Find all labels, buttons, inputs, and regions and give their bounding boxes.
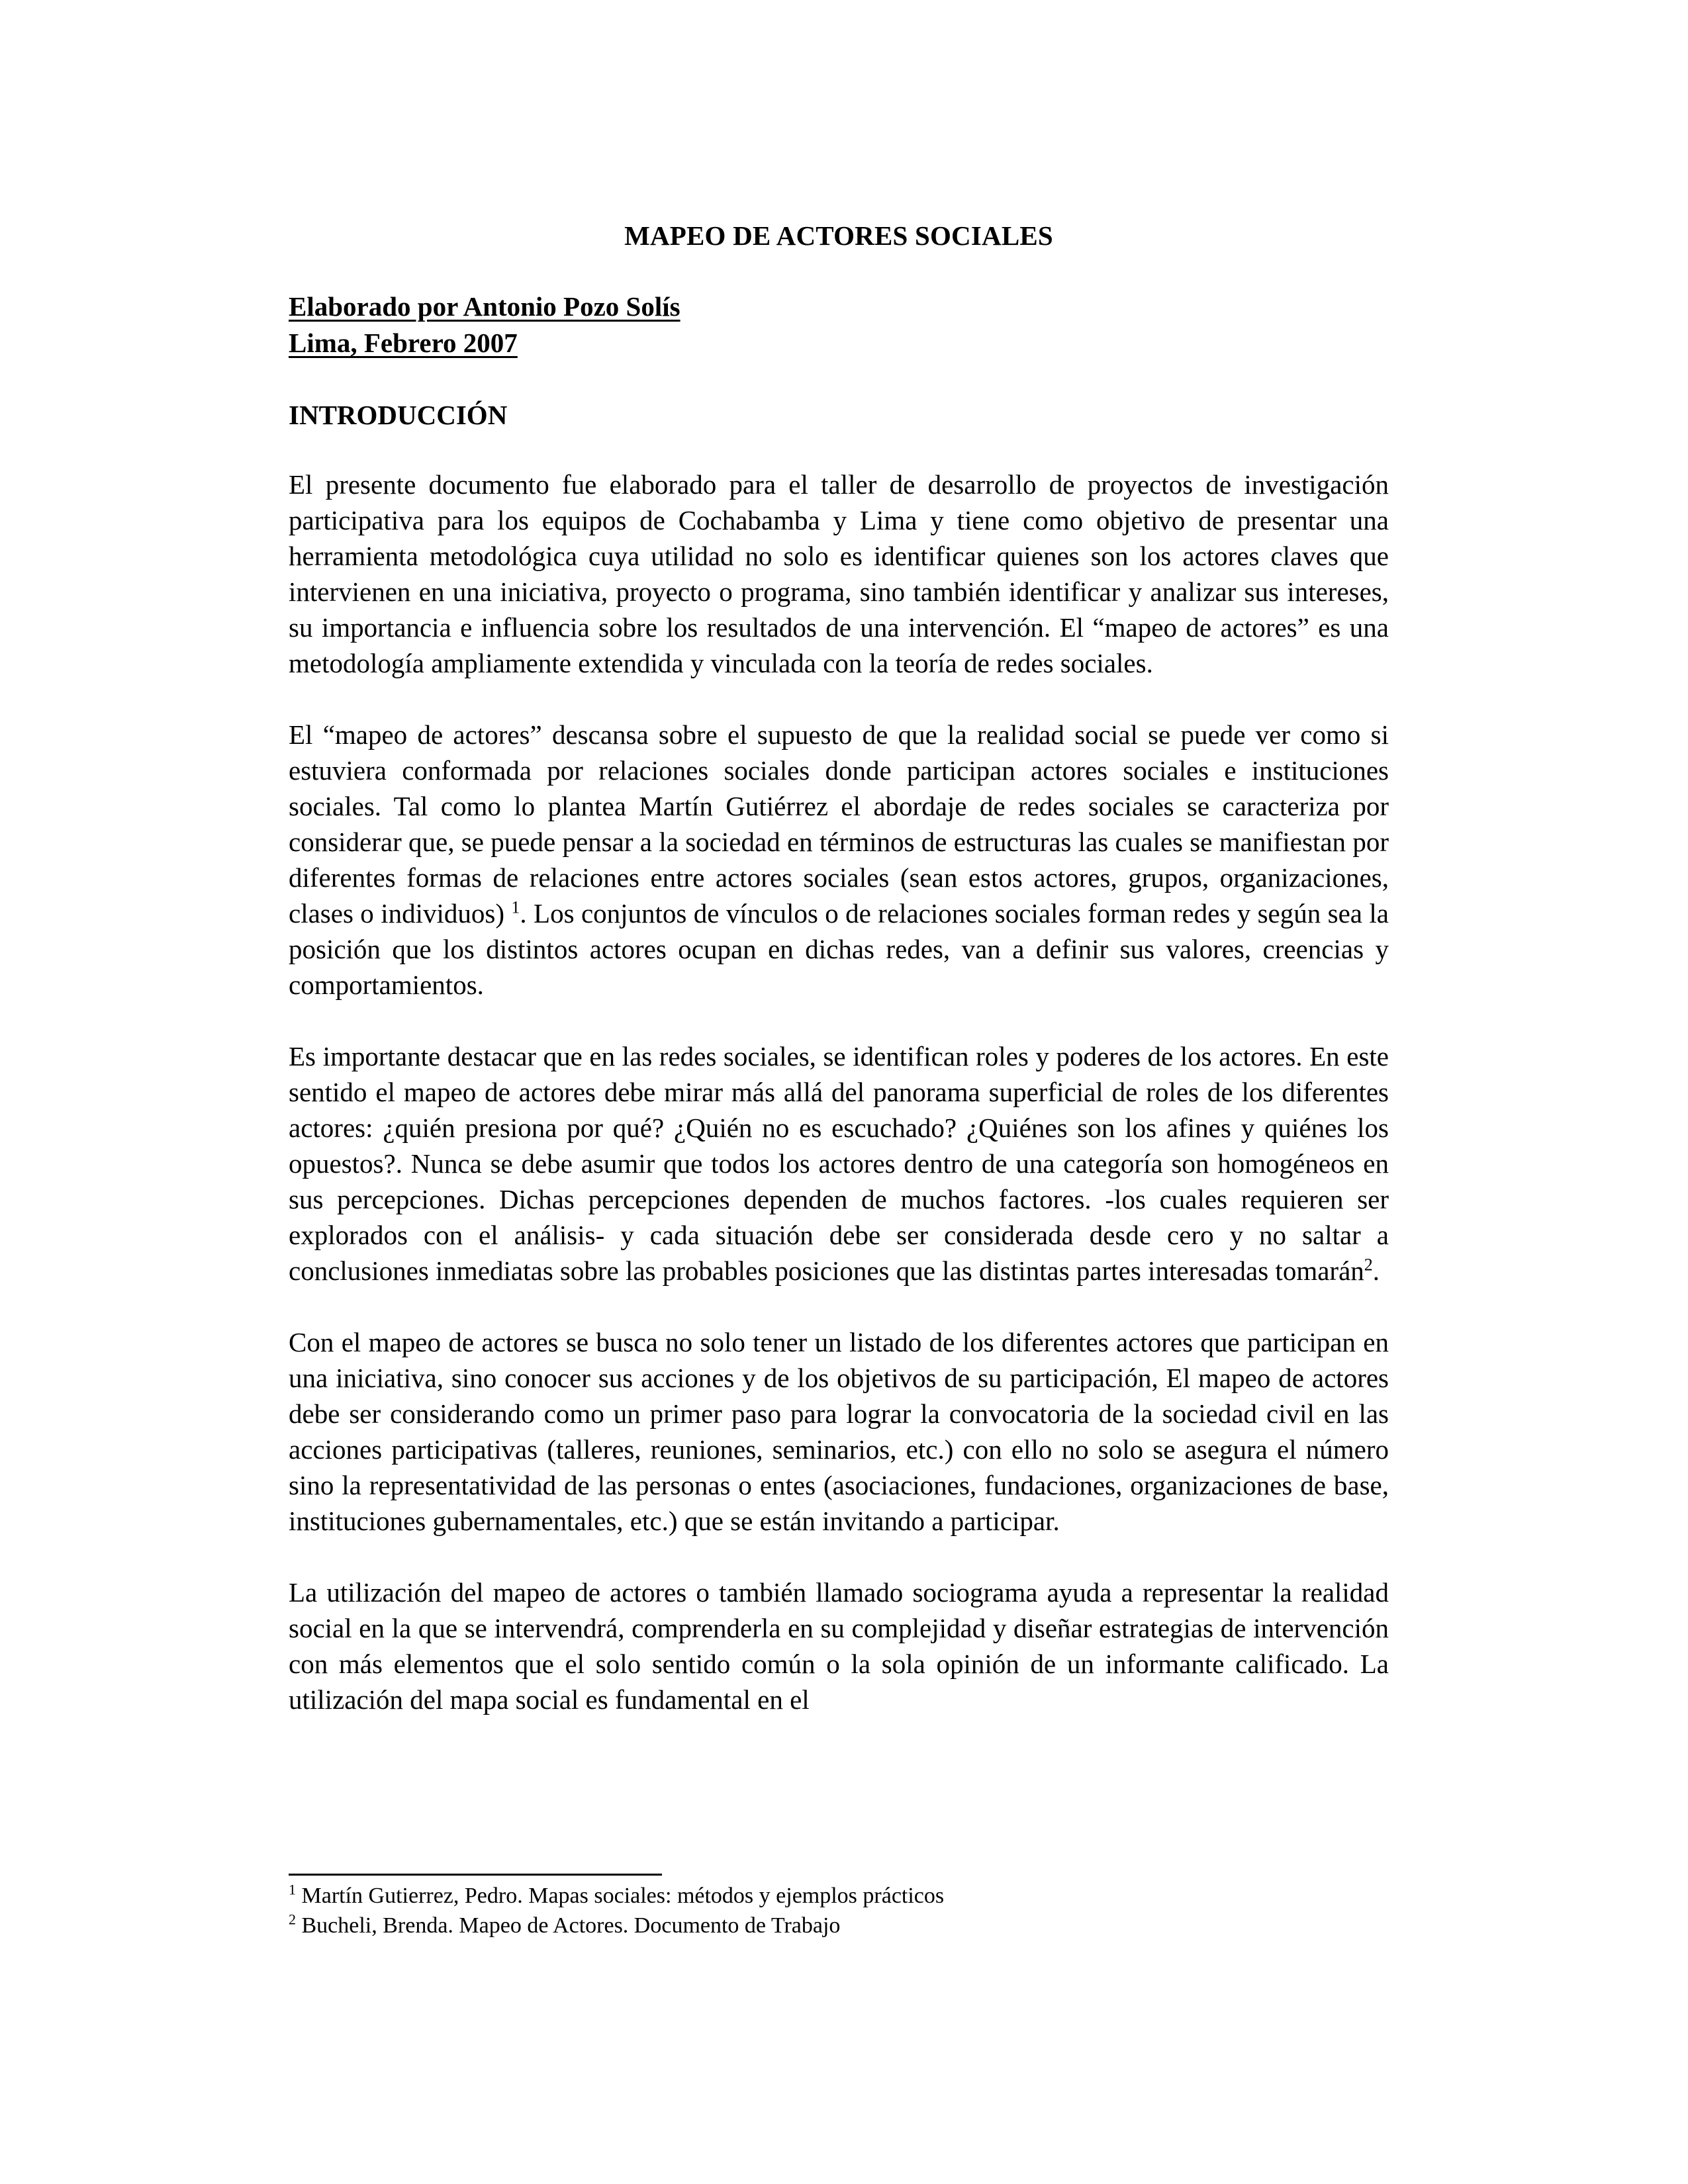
page-body (289, 218, 1389, 1753)
paragraph-text-part: . (1372, 1255, 1380, 1286)
paragraph-text: El presente documento fue elaborado para el taller de desarrollo de proyectos de investigación participativa para los equipos de Cochabamba y Lima y tiene como objetivo de presentar una herramienta metodológica cuya utilidad no solo es identificar quienes son los actores claves que intervienen en una iniciativa, proyecto o programa, sino también identificar y analizar sus intereses, su importancia e influencia sobre los resultados de una intervención. El “mapeo de actores” es una metodología ampliamente extendida y vinculada con la teoría de redes sociales. (289, 469, 1389, 678)
paragraph-text-part: El “mapeo de actores” descansa sobre el supuesto de que la realidad social se puede ver como si estuviera conformada por relaciones sociales donde participan actores sociales e instituciones sociales. Tal como lo plantea Martín Gutiérrez el abordaje de redes sociales se caracteriza por considerar que, se puede pensar a la sociedad en términos de estructuras las cuales se manifiestan por diferentes formas de relaciones entre actores sociales (sean estos actores, grupos, organizaciones, clases o individuos) (289, 719, 1389, 929)
footnotes (289, 1881, 1389, 1940)
paragraph-text: Con el mapeo de actores se busca no solo tener un listado de los diferentes actores que participan en una iniciativa, sino conocer sus acciones y de los objetivos de su participación, El mapeo de actores debe ser considerando como un primer paso para lograr la convocatoria de la sociedad civil en las acciones participativas (talleres, reuniones, seminarios, etc.) con ello no solo se asegura el número sino la representatividad de las personas o entes (asociaciones, fundaciones, organizaciones de base, instituciones gubernamentales, etc.) que se están invitando a participar. (289, 1327, 1389, 1536)
footnote-1 (289, 1881, 1389, 1911)
footnote-mark: 1 (289, 1881, 296, 1898)
paragraph-text (289, 717, 1389, 1003)
paragraph-5 (289, 1574, 1389, 1717)
paragraph-2 (289, 717, 1389, 1003)
footnote-2 (289, 1911, 1389, 1940)
place-date-text: Lima, Febrero 2007 (289, 328, 518, 358)
place-date-line (289, 325, 1389, 361)
footnote-text: Bucheli, Brenda. Mapeo de Actores. Documento de Trabajo (296, 1913, 841, 1938)
footnote-reference: 1 (511, 897, 520, 917)
section-heading: INTRODUCCIÓN (289, 400, 508, 430)
author-line (289, 289, 1389, 325)
footnote-reference: 2 (1364, 1255, 1373, 1275)
paragraph-text-part: . Los conjuntos de vínculos o de relaciones sociales forman redes y según sea la posición que los distintos actores ocupan en dichas redes, van a definir sus valores, creencias y comportamientos. (289, 898, 1389, 1000)
footnote-mark: 2 (289, 1911, 296, 1928)
paragraph-text-part: Es importante destacar que en las redes sociales, se identifican roles y poderes de los actores. En este sentido el mapeo de actores debe mirar más allá del panorama superficial de roles de los diferentes actores: ¿quién presiona por qué? ¿Quién no es escuchado? ¿Quiénes son los afines y quiénes los opuestos?. Nunca se debe asumir que todos los actores dentro de una categoría son homogéneos en sus percepciones. Dichas percepciones dependen de muchos factores. -los cuales requieren ser explorados con el análisis- y cada situación debe ser considerada desde cero y no saltar a conclusiones inmediatas sobre las probables posiciones que las distintas partes interesadas tomarán (289, 1041, 1389, 1286)
footnote-text: Martín Gutierrez, Pedro. Mapas sociales: métodos y ejemplos prácticos (296, 1884, 945, 1908)
paragraph-4 (289, 1324, 1389, 1539)
paragraph-3 (289, 1038, 1389, 1289)
paragraph-text (289, 1038, 1389, 1289)
paragraph-1 (289, 467, 1389, 681)
footnote-separator (289, 1874, 662, 1876)
document-title: MAPEO DE ACTORES SOCIALES (624, 220, 1053, 251)
author-line-text: Elaborado por Antonio Pozo Solís (289, 291, 680, 322)
paragraph-text: La utilización del mapeo de actores o también llamado sociograma ayuda a representar la realidad social en la que se intervendrá, comprenderla en su complejidad y diseñar estrategias de intervención con más elementos que el solo sentido común o la sola opinión de un informante calificado. La utilización del mapa social es fundamental en el (289, 1577, 1389, 1715)
